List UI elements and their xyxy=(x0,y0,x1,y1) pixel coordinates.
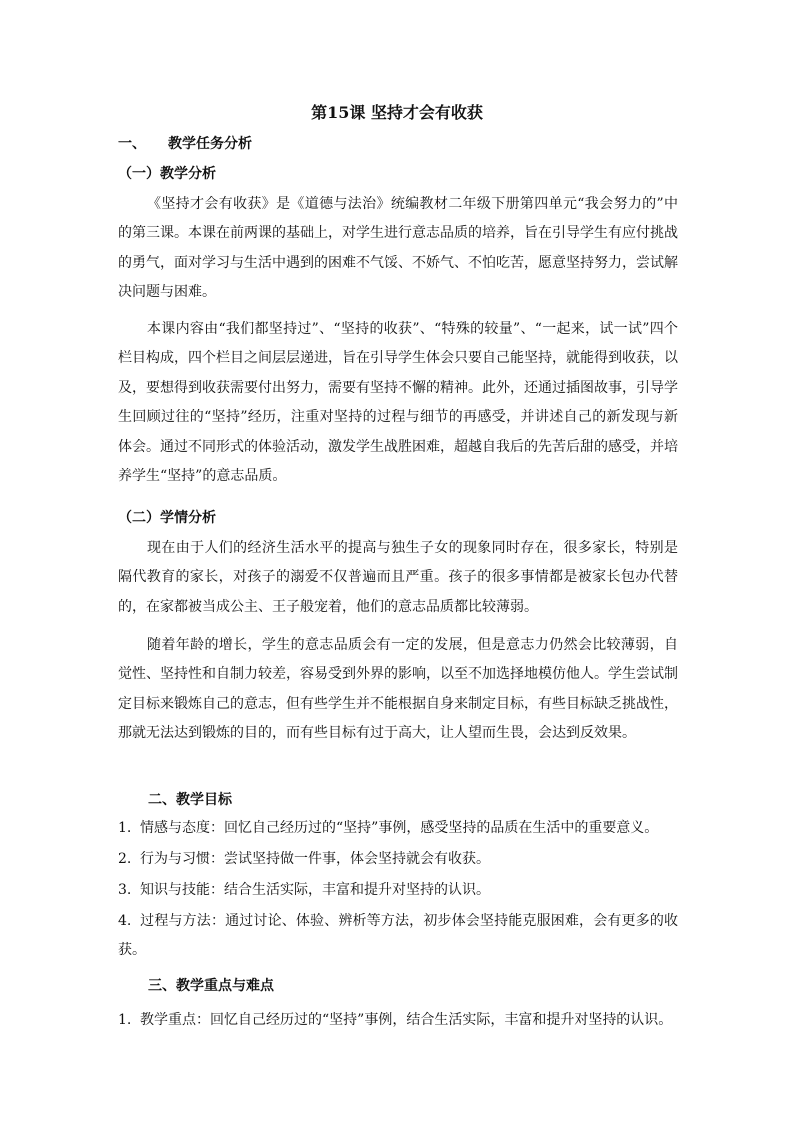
section-1-heading xyxy=(118,134,252,154)
objective-item-4: 4. 过程与方法：通过讨论、体验、辨析等方法，初步体会坚持能克服困难，会有更多的收获。 xyxy=(118,913,678,959)
section-3-heading: 三、教学重点与难点 xyxy=(148,978,274,994)
lesson-title: 第15课 坚持才会有收获 xyxy=(311,103,483,122)
teaching-analysis-paragraph-1: 《坚持才会有收获》是《道德与法治》统编教材二年级下册第四单元“我会努力的”中的第三课。本课在前两课的基础上，对学生进行意志品质的培养，旨在引导学生有应付挑战的勇气，面对学习与生活中遇到的困难不气馁、不娇气、不怕吃苦，愿意坚持努力，尝试解决问题与困难。 xyxy=(118,196,678,301)
student-analysis-paragraph-2: 随着年龄的增长，学生的意志品质会有一定的发展，但是意志力仍然会比较薄弱，自觉性、坚持性和自制力较差，容易受到外界的影响，以至不加选择地模仿他人。学生尝试制定目标来锻炼自己的意志，但有些学生并不能根据自身来制定目标，有些目标缺乏挑战性，那就无法达到锻炼的目的，而有些目标有过于高大，让人望而生畏，会达到反效果。 xyxy=(118,637,678,742)
subsection-student-analysis-heading: （二）学情分析 xyxy=(118,510,216,526)
objective-item-3: 3. 知识与技能：结合生活实际，丰富和提升对坚持的认识。 xyxy=(118,882,490,898)
objective-item-2: 2. 行为与习惯：尝试坚持做一件事，体会坚持就会有收获。 xyxy=(118,851,490,867)
objective-item-1: 1. 情感与态度：回忆自己经历过的“坚持”事例，感受坚持的品质在生活中的重要意义。 xyxy=(118,820,659,836)
teaching-analysis-paragraph-2: 本课内容由“我们都坚持过”、“坚持的收获”、“特殊的较量”、“一起来，试一试”四个栏目构成，四个栏目之间层层递进，旨在引导学生体会只要自己能坚持，就能得到收获，以及，要想得到收获需要付出努力，需要有坚持不懈的精神。此外，还通过插图故事，引导学生回顾过往的“坚持”经历，注重对坚持的过程与细节的再感受，并讲述自己的新发现与新体会。通过不同形式的体验活动，激发学生战胜困难，超越自我后的先苦后甜的感受，并培养学生“坚持”的意志品质。 xyxy=(118,321,678,485)
section-2-heading: 二、教学目标 xyxy=(148,792,232,808)
student-analysis-paragraph-1: 现在由于人们的经济生活水平的提高与独生子女的现象同时存在，很多家长，特别是隔代教育的家长，对孩子的溺爱不仅普遍而且严重。孩子的很多事情都是被家长包办代替的，在家都被当成公主、王子般宠着，他们的意志品质都比较薄弱。 xyxy=(118,540,678,615)
key-point-item-1: 1. 教学重点：回忆自己经历过的“坚持”事例，结合生活实际，丰富和提升对坚持的认识。 xyxy=(118,1012,673,1028)
section-1-number: 一、 xyxy=(118,136,146,152)
section-1-title: 教学任务分析 xyxy=(168,136,252,152)
subsection-teaching-analysis-heading: （一）教学分析 xyxy=(118,166,216,182)
